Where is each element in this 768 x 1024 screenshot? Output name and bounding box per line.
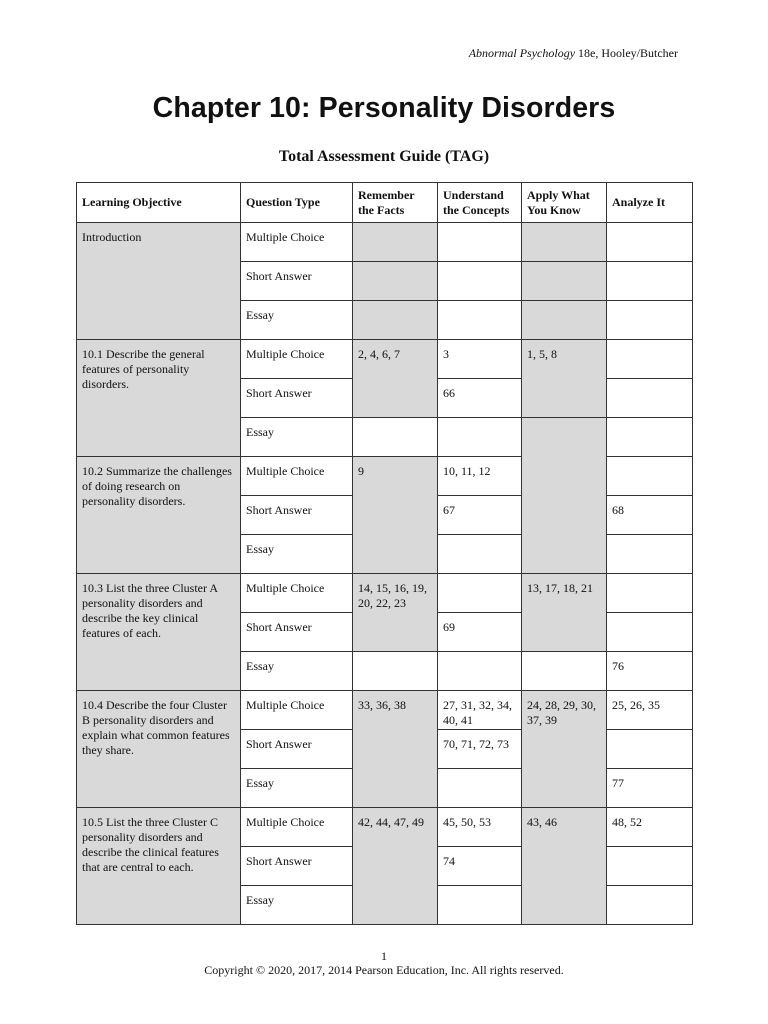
analyze-cell: 25, 26, 35: [607, 691, 693, 730]
remember-cell: [353, 262, 438, 301]
apply-cell: [522, 652, 607, 691]
objective-cell: 10.1 Describe the general features of personality disorders.: [77, 340, 241, 457]
running-head: [469, 46, 678, 61]
table-row: [77, 340, 693, 379]
analyze-cell: [607, 886, 693, 925]
understand-cell: [438, 418, 522, 457]
objective-cell: 10.5 List the three Cluster C personality disorders and describe the clinical features that are central to each.: [77, 808, 241, 925]
remember-cell: 33, 36, 38: [353, 691, 438, 808]
understand-cell: 10, 11, 12: [438, 457, 522, 496]
apply-cell: [522, 418, 607, 574]
understand-cell: 70, 71, 72, 73: [438, 730, 522, 769]
understand-cell: 3: [438, 340, 522, 379]
apply-cell: 1, 5, 8: [522, 340, 607, 418]
understand-cell: 27, 31, 32, 34, 40, 41: [438, 691, 522, 730]
apply-cell: [522, 223, 607, 262]
understand-cell: [438, 262, 522, 301]
question-type-cell: Short Answer: [241, 847, 353, 886]
analyze-cell: [607, 340, 693, 379]
header-learning-objective: Learning Objective: [77, 183, 241, 223]
remember-cell: 2, 4, 6, 7: [353, 340, 438, 418]
analyze-cell: [607, 379, 693, 418]
apply-cell: [522, 301, 607, 340]
table-row: [77, 223, 693, 262]
header-remember: Remember the Facts: [353, 183, 438, 223]
understand-cell: 69: [438, 613, 522, 652]
objective-cell: 10.2 Summarize the challenges of doing research on personality disorders.: [77, 457, 241, 574]
remember-cell: [353, 652, 438, 691]
analyze-cell: [607, 847, 693, 886]
question-type-cell: Essay: [241, 301, 353, 340]
objective-cell: 10.4 Describe the four Cluster B personality disorders and explain what common features they share.: [77, 691, 241, 808]
question-type-cell: Essay: [241, 886, 353, 925]
page-title: Chapter 10: Personality Disorders: [152, 92, 616, 124]
understand-cell: [438, 769, 522, 808]
remember-cell: 14, 15, 16, 19, 20, 22, 23: [353, 574, 438, 652]
question-type-cell: Multiple Choice: [241, 340, 353, 379]
question-type-cell: Short Answer: [241, 496, 353, 535]
analyze-cell: 76: [607, 652, 693, 691]
question-type-cell: Multiple Choice: [241, 457, 353, 496]
apply-cell: [522, 262, 607, 301]
remember-cell: [353, 223, 438, 262]
remember-cell: 42, 44, 47, 49: [353, 808, 438, 925]
table-row: [77, 808, 693, 847]
edition-authors: 18e, Hooley/Butcher: [575, 46, 678, 60]
analyze-cell: [607, 223, 693, 262]
header-analyze: Analyze It: [607, 183, 693, 223]
question-type-cell: Multiple Choice: [241, 574, 353, 613]
copyright-notice: Copyright © 2020, 2017, 2014 Pearson Education, Inc. All rights reserved.: [204, 963, 564, 977]
table-row: [77, 574, 693, 613]
page-number: 1: [381, 949, 387, 963]
understand-cell: [438, 574, 522, 613]
header-question-type: Question Type: [241, 183, 353, 223]
question-type-cell: Essay: [241, 769, 353, 808]
assessment-table: [76, 182, 693, 925]
analyze-cell: [607, 730, 693, 769]
question-type-cell: Essay: [241, 418, 353, 457]
understand-cell: 67: [438, 496, 522, 535]
question-type-cell: Multiple Choice: [241, 808, 353, 847]
analyze-cell: [607, 262, 693, 301]
table-header-row: [77, 183, 693, 223]
question-type-cell: Multiple Choice: [241, 691, 353, 730]
understand-cell: [438, 301, 522, 340]
analyze-cell: [607, 301, 693, 340]
understand-cell: [438, 223, 522, 262]
analyze-cell: 48, 52: [607, 808, 693, 847]
question-type-cell: Short Answer: [241, 379, 353, 418]
analyze-cell: [607, 457, 693, 496]
header-understand: Understand the Concepts: [438, 183, 522, 223]
question-type-cell: Multiple Choice: [241, 223, 353, 262]
apply-cell: 24, 28, 29, 30, 37, 39: [522, 691, 607, 808]
question-type-cell: Short Answer: [241, 613, 353, 652]
objective-cell: Introduction: [77, 223, 241, 340]
understand-cell: [438, 652, 522, 691]
analyze-cell: [607, 613, 693, 652]
analyze-cell: 68: [607, 496, 693, 535]
remember-cell: [353, 418, 438, 457]
question-type-cell: Short Answer: [241, 730, 353, 769]
apply-cell: 43, 46: [522, 808, 607, 925]
understand-cell: [438, 886, 522, 925]
page-subtitle: Total Assessment Guide (TAG): [278, 148, 490, 165]
book-title: Abnormal Psychology: [468, 46, 576, 60]
understand-cell: 45, 50, 53: [438, 808, 522, 847]
question-type-cell: Short Answer: [241, 262, 353, 301]
understand-cell: 66: [438, 379, 522, 418]
remember-cell: 9: [353, 457, 438, 574]
understand-cell: 74: [438, 847, 522, 886]
objective-cell: 10.3 List the three Cluster A personality disorders and describe the key clinical features of each.: [77, 574, 241, 691]
table-row: [77, 691, 693, 730]
analyze-cell: [607, 535, 693, 574]
analyze-cell: [607, 574, 693, 613]
remember-cell: [353, 301, 438, 340]
apply-cell: 13, 17, 18, 21: [522, 574, 607, 652]
analyze-cell: [607, 418, 693, 457]
question-type-cell: Essay: [241, 652, 353, 691]
header-apply: Apply What You Know: [522, 183, 607, 223]
understand-cell: [438, 535, 522, 574]
analyze-cell: 77: [607, 769, 693, 808]
question-type-cell: Essay: [241, 535, 353, 574]
